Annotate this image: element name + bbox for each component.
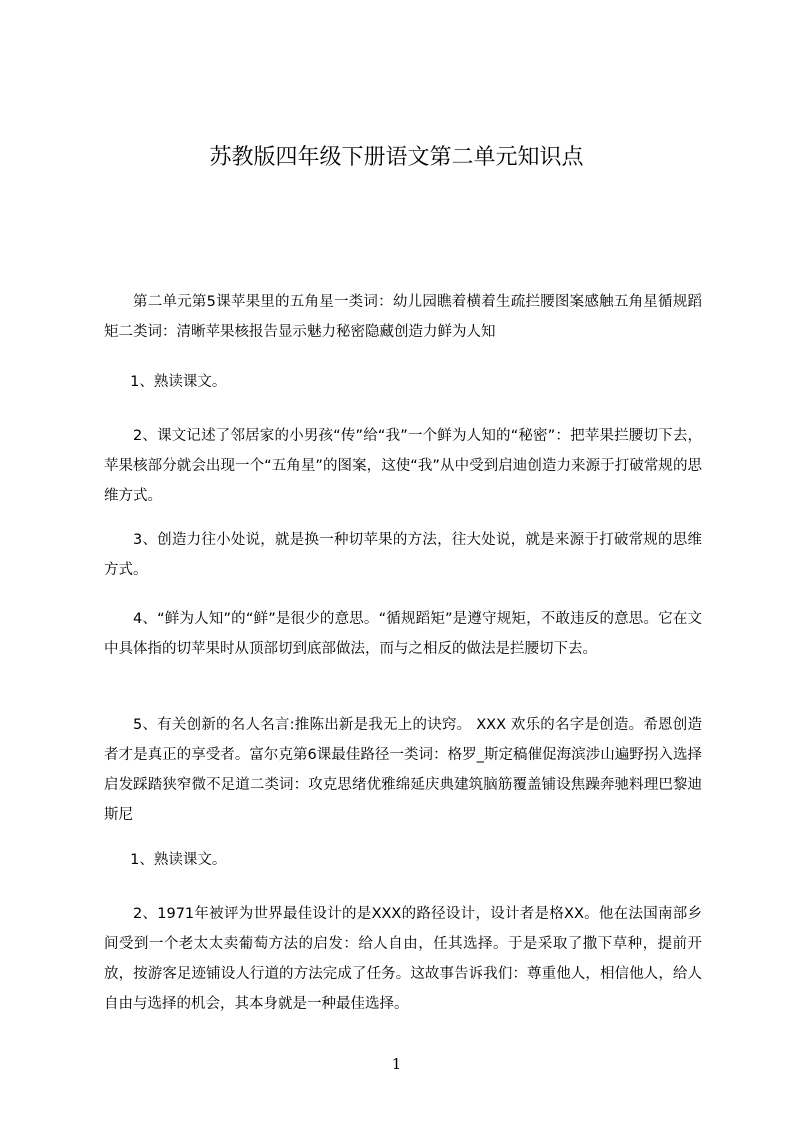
document-title: 苏教版四年级下册语文第二单元知识点 bbox=[209, 145, 584, 170]
paragraph-read-text-2: 1、熟读课文。 bbox=[130, 852, 227, 868]
paragraph-best-path: 2、1971年被评为世界最佳设计的是XXX的路径设计，设计者是格XX。他在法国南部乡间受到一个老太太卖葡萄方法的启发：给人自由，任其选择。于是采取了撒下草种，提前开放，按游客足迹铺设人行道的方法完成了任务。这故事告诉我们：尊重他人，相信他人，给人自由与选择的机会，其本身就是一种最佳选择。 bbox=[104, 906, 702, 1012]
paragraph-creativity: 3、创造力往小处说，就是换一种切苹果的方法，往大处说，就是来源于打破常规的思维方式。 bbox=[104, 532, 702, 578]
paragraph-word-meanings: 4、“鲜为人知”的“鲜”是很少的意思。“循规蹈矩”是遵守规矩，不敢违反的意思。它在文中具体指的切苹果时从顶部切到底部做法，而与之相反的做法是拦腰切下去。 bbox=[104, 611, 702, 657]
paragraph-lesson5-summary: 2、课文记述了邻居家的小男孩“传”给“我”一个鲜为人知的“秘密”：把苹果拦腰切下去，苹果核部分就会出现一个“五角星”的图案，这使“我”从中受到启迪创造力来源于打破常规的思维方式。 bbox=[104, 428, 702, 504]
paragraph-quotes-lesson6: 5、有关创新的名人名言:推陈出新是我无上的诀窍。 XXX 欢乐的名字是创造。希恩创造者才是真正的享受者。富尔克第6课最佳路径一类词：格罗_斯定稿催促海滨涉山遍野拐入选择启发踩踏狭窄微不足道二类词：攻克思绪优雅绵延庆典建筑脑筋覆盖铺设焦躁奔驰料理巴黎迪斯尼 bbox=[104, 717, 702, 823]
paragraph-read-text-1: 1、熟读课文。 bbox=[130, 374, 227, 390]
paragraph-unit-vocabulary: 第二单元第5课苹果里的五角星一类词：幼儿园瞧着横着生疏拦腰图案感触五角星循规蹈矩二类词：清晰苹果核报告显示魅力秘密隐藏创造力鲜为人知 bbox=[104, 294, 702, 340]
page-number: 1 bbox=[391, 1055, 402, 1073]
